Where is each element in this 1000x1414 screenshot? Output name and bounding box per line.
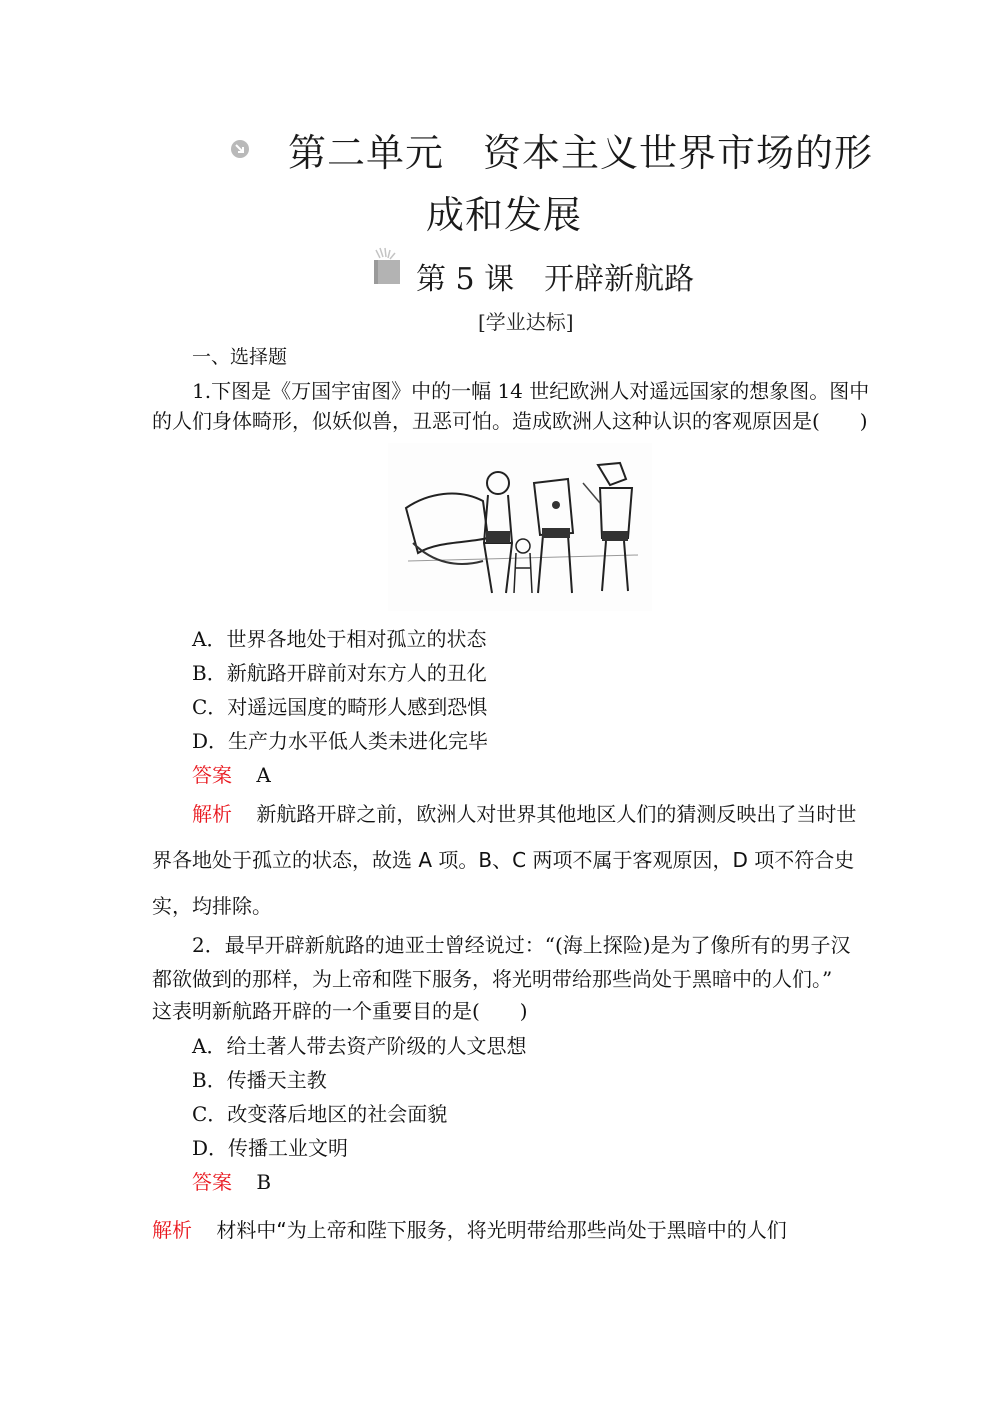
lesson-title: 第 5 课 开辟新航路 [416, 262, 695, 297]
question-1-answer [192, 759, 271, 788]
analysis-text: 新航路开辟之前，欧洲人对世界其他地区人们的猜测反映出了当时世 [256, 802, 857, 826]
woodcut-figure-image [388, 443, 652, 611]
analysis-label: 解析 [152, 1218, 192, 1242]
question-1-option-b: B．新航路开辟前对东方人的丑化 [192, 661, 487, 685]
unit-title-line1: 第二单元 资本主义世界市场的形 [288, 131, 874, 175]
analysis-label: 解析 [192, 802, 232, 826]
question-1-analysis-line1 [192, 798, 856, 827]
question-1-stem-line2: 的人们身体畸形，似妖似兽，丑恶可怕。造成欧洲人这种认识的客观原因是( ) [152, 409, 868, 433]
section-subtitle: [学业达标] [478, 310, 574, 334]
question-2-answer [192, 1166, 271, 1195]
question-1-stem-line1: 1.下图是《万国宇宙图》中的一幅 14 世纪欧洲人对遥远国家的想象图。图中 [192, 379, 870, 403]
question-1-analysis-line2: 界各地处于孤立的状态，故选 A 项。B、C 两项不属于客观原因，D 项不符合史 [152, 848, 855, 872]
section-heading: 一、选择题 [192, 346, 288, 368]
answer-value: A [256, 763, 271, 787]
question-1-analysis-line3: 实，均排除。 [152, 894, 272, 918]
question-2-option-a: A．给土著人带去资产阶级的人文思想 [192, 1034, 527, 1058]
question-1-option-c: C．对遥远国度的畸形人感到恐惧 [192, 695, 488, 719]
unit-title-line2: 成和发展 [426, 193, 583, 237]
question-2-option-c: C．改变落后地区的社会面貌 [192, 1102, 448, 1126]
arrow-circle-icon [231, 140, 249, 158]
question-2-stem-line2: 都欲做到的那样，为上帝和陛下服务，将光明带给那些尚处于黑暗中的人们。” [152, 967, 833, 991]
analysis-text: 材料中“为上帝和陛下服务，将光明带给那些尚处于黑暗中的人们 [216, 1218, 787, 1242]
question-2-option-d: D．传播工业文明 [192, 1136, 349, 1160]
question-2-stem-line3: 这表明新航路开辟的一个重要目的是( ) [152, 999, 528, 1023]
answer-label: 答案 [192, 763, 232, 787]
question-2-stem-line1: 2．最早开辟新航路的迪亚士曾经说过：“(海上探险)是为了像所有的男子汉 [192, 933, 851, 957]
question-2-option-b: B．传播天主教 [192, 1068, 327, 1092]
answer-label: 答案 [192, 1170, 232, 1194]
answer-value: B [256, 1170, 272, 1194]
question-1-option-a: A．世界各地处于相对孤立的状态 [192, 627, 487, 651]
book-icon [370, 246, 404, 286]
question-1-option-d: D．生产力水平低人类未进化完毕 [192, 729, 489, 753]
question-2-analysis-line1 [152, 1214, 787, 1243]
